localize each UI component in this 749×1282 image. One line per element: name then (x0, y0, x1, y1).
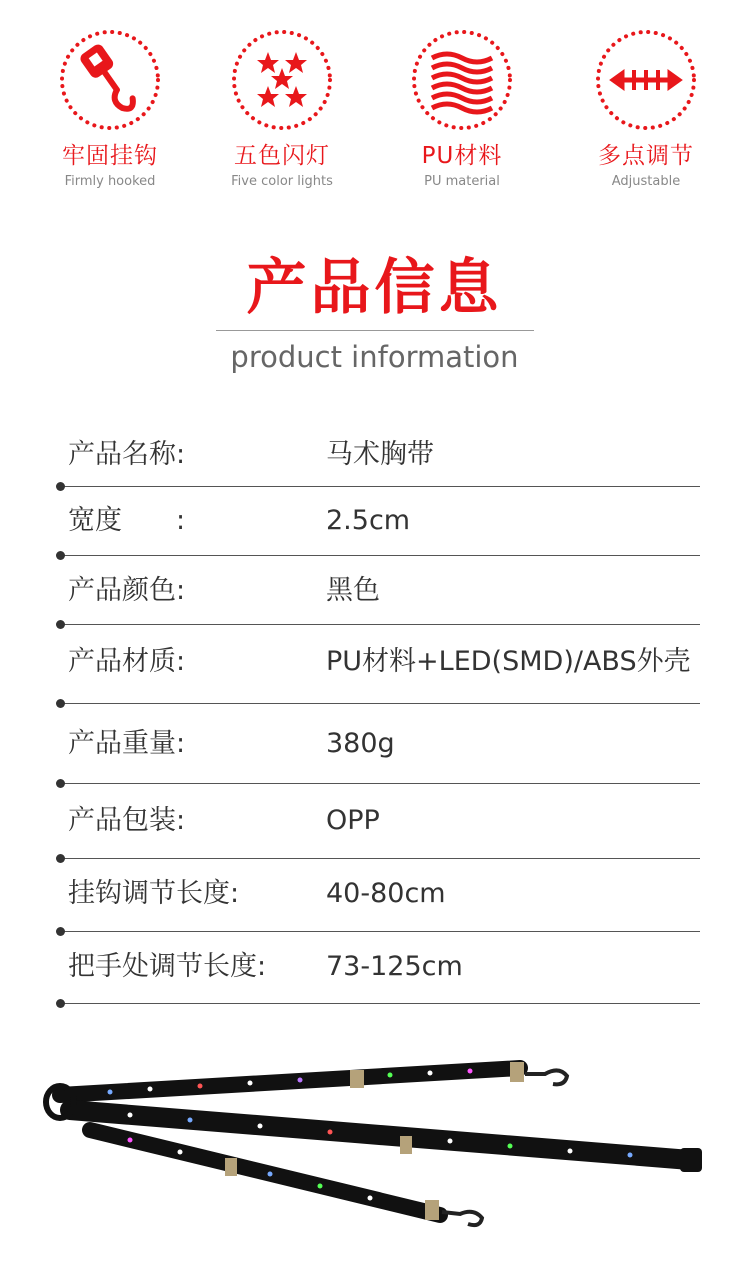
spec-value: 40-80cm (326, 878, 446, 909)
divider-dot (56, 551, 65, 560)
row-divider (60, 783, 700, 784)
spec-label: 产品材质: (68, 646, 186, 677)
spec-value: 马术胸带 (326, 439, 434, 470)
spec-label: 产品颜色: (68, 575, 186, 606)
leash-hook-icon (58, 28, 162, 132)
row-divider (60, 555, 700, 556)
section-subtitle: product information (230, 340, 519, 374)
divider-dot (56, 699, 65, 708)
section-title: 产品信息 (246, 253, 503, 323)
spec-label: 产品重量: (68, 728, 186, 759)
feature-subtitle: Adjustable (611, 174, 681, 189)
feature-subtitle: PU material (424, 174, 500, 189)
spec-value: 73-125cm (326, 951, 463, 982)
divider-dot (56, 620, 65, 629)
row-divider (60, 858, 700, 859)
spec-value: OPP (326, 805, 380, 836)
divider-dot (56, 854, 65, 863)
spec-label: 挂钩调节长度: (68, 878, 240, 909)
feature-title: 牢固挂钩 (62, 143, 158, 169)
stars-icon (230, 28, 334, 132)
waves-icon (410, 28, 514, 132)
feature-row (0, 28, 749, 198)
section-heading (0, 252, 749, 375)
spec-value: 2.5cm (326, 505, 411, 536)
feature-pu-material (382, 28, 542, 190)
spec-label: 产品名称: (68, 439, 186, 470)
feature-adjustable (566, 28, 726, 190)
spec-value: PU材料+LED(SMD)/ABS外壳 (326, 646, 691, 677)
feature-firmly-hooked (30, 28, 190, 190)
spec-label: 宽度 : (68, 505, 186, 536)
product-image (30, 1040, 720, 1260)
feature-title: 多点调节 (598, 143, 694, 169)
feature-title: 五色闪灯 (234, 143, 330, 169)
row-divider (60, 624, 700, 625)
divider-dot (56, 927, 65, 936)
divider-dot (56, 999, 65, 1008)
feature-subtitle: Five color lights (231, 174, 333, 189)
feature-title: PU材料 (421, 143, 503, 169)
divider-dot (56, 482, 65, 491)
spec-value: 黑色 (326, 575, 380, 606)
row-divider (60, 931, 700, 932)
row-divider (60, 486, 700, 487)
heading-divider (216, 330, 534, 331)
feature-subtitle: Firmly hooked (64, 174, 156, 189)
row-divider (60, 703, 700, 704)
spec-label: 把手处调节长度: (68, 951, 267, 982)
spec-value: 380g (326, 728, 395, 759)
spec-label: 产品包装: (68, 805, 186, 836)
divider-dot (56, 779, 65, 788)
row-divider (60, 1003, 700, 1004)
adjust-arrows-icon (594, 28, 698, 132)
feature-five-color-lights (202, 28, 362, 190)
